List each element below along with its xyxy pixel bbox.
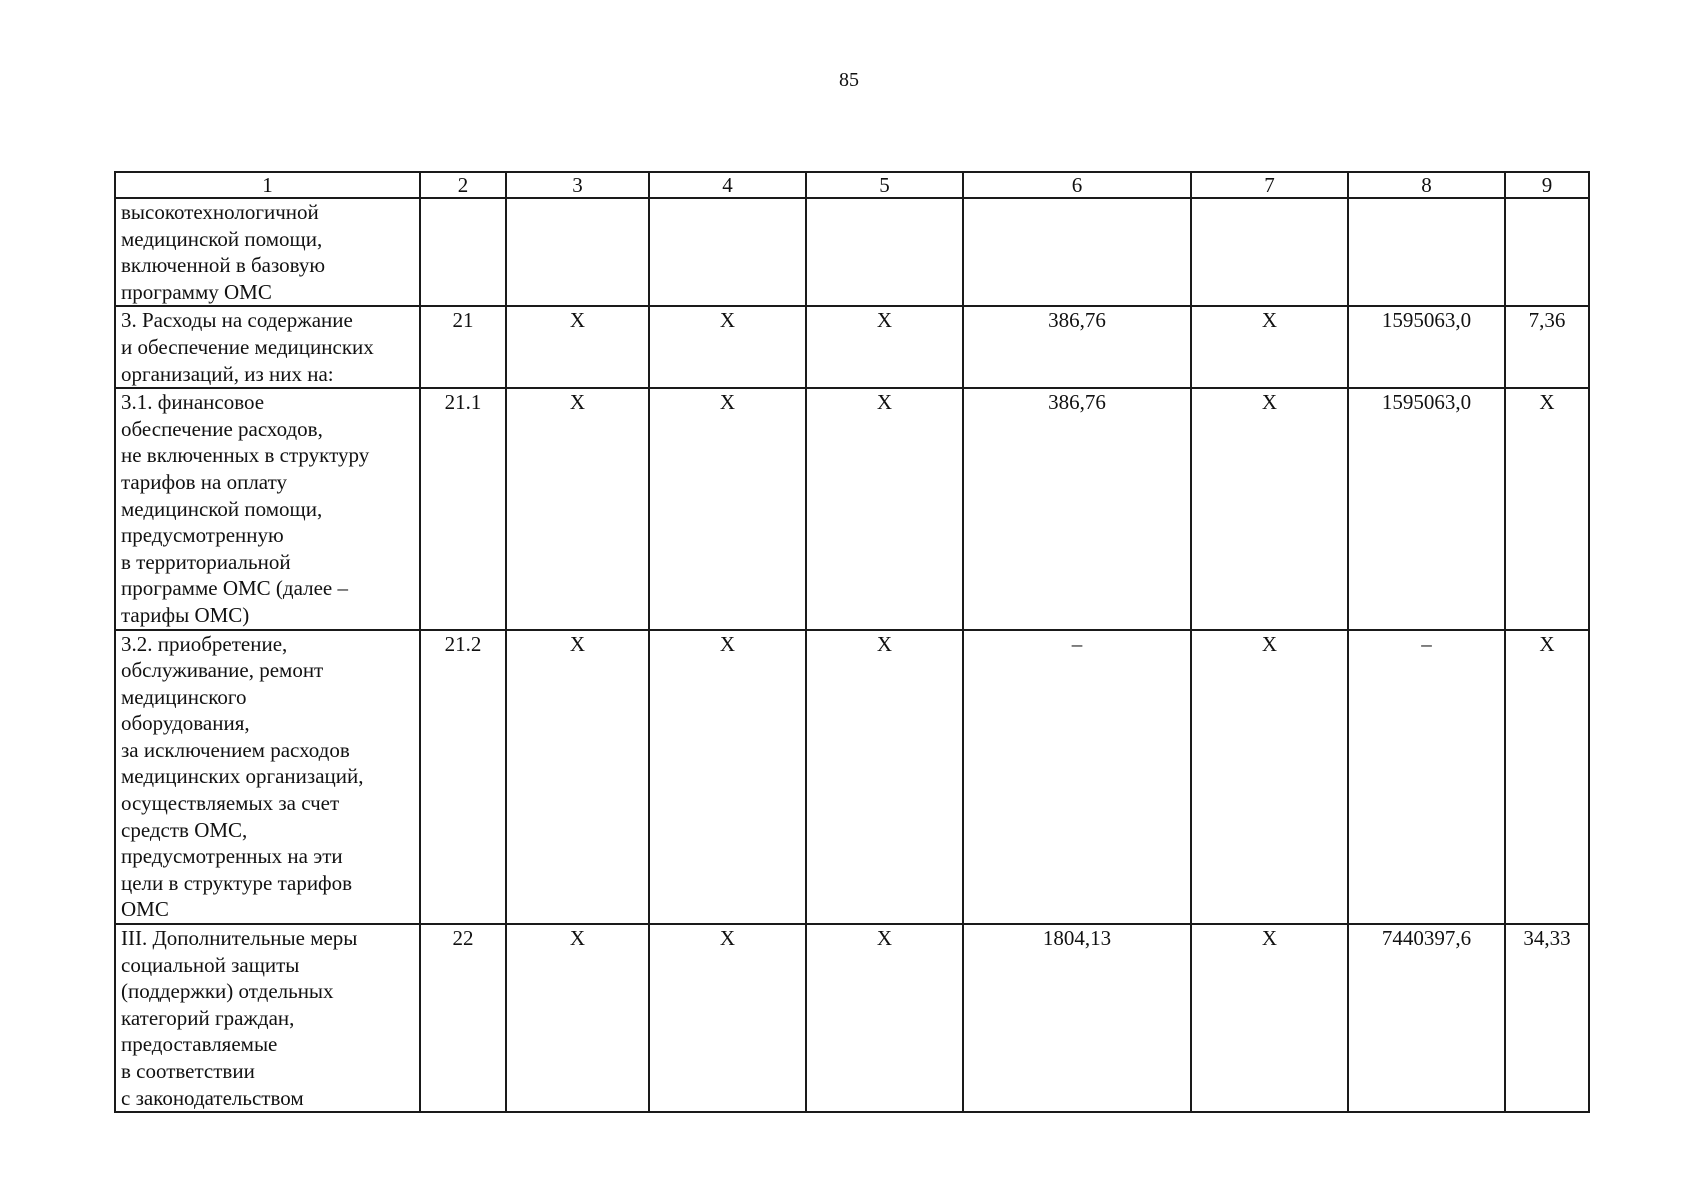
- budget-table: [114, 171, 1590, 1113]
- table-cell: 21: [420, 306, 506, 388]
- table-cell: 21.1: [420, 388, 506, 629]
- table-cell: X: [1191, 924, 1348, 1112]
- table-cell: X: [649, 630, 806, 925]
- row-description: 3. Расходы на содержание и обеспечение медицинских организаций, из них на:: [115, 306, 420, 388]
- table-cell: –: [963, 630, 1191, 925]
- table-cell: [963, 198, 1191, 306]
- table-cell: X: [649, 924, 806, 1112]
- column-header: 5: [806, 172, 963, 198]
- table-cell: X: [806, 306, 963, 388]
- row-description: III. Дополнительные меры социальной защиты (поддержки) отдельных категорий граждан, предоставляемые в соответствии с законодательством: [115, 924, 420, 1112]
- column-header: 3: [506, 172, 649, 198]
- table-cell: X: [506, 924, 649, 1112]
- table-cell: 34,33: [1505, 924, 1589, 1112]
- table-cell: X: [1191, 306, 1348, 388]
- table-cell: X: [1505, 630, 1589, 925]
- table-cell: X: [649, 306, 806, 388]
- table-cell: X: [1191, 630, 1348, 925]
- table-header-row: [115, 172, 1589, 198]
- table-cell: [420, 198, 506, 306]
- row-description: 3.2. приобретение, обслуживание, ремонт медицинского оборудования, за исключением расходов медицинских организаций, осуществляемых за счет средств ОМС, предусмотренных на эти цели в структуре тарифов ОМС: [115, 630, 420, 925]
- table-cell: 386,76: [963, 388, 1191, 629]
- table-row: [115, 306, 1589, 388]
- table-cell: [1505, 198, 1589, 306]
- row-description: 3.1. финансовое обеспечение расходов, не включенных в структуру тарифов на оплату медицинской помощи, предусмотренную в территориальной программе ОМС (далее – тарифы ОМС): [115, 388, 420, 629]
- column-header: 6: [963, 172, 1191, 198]
- table-cell: 386,76: [963, 306, 1191, 388]
- table-cell: 1804,13: [963, 924, 1191, 1112]
- column-header: 8: [1348, 172, 1505, 198]
- table-row: [115, 924, 1589, 1112]
- table-cell: 1595063,0: [1348, 306, 1505, 388]
- table-cell: –: [1348, 630, 1505, 925]
- table-row: [115, 388, 1589, 629]
- table-cell: X: [506, 388, 649, 629]
- table-cell: X: [506, 630, 649, 925]
- table-cell: X: [1505, 388, 1589, 629]
- column-header: 1: [115, 172, 420, 198]
- table-row: [115, 198, 1589, 306]
- table-cell: [806, 198, 963, 306]
- column-header: 9: [1505, 172, 1589, 198]
- table-row: [115, 630, 1589, 925]
- column-header: 4: [649, 172, 806, 198]
- page-number: 85: [839, 69, 859, 91]
- table-cell: X: [806, 388, 963, 629]
- table-cell: 7,36: [1505, 306, 1589, 388]
- table-cell: X: [806, 630, 963, 925]
- row-description: высокотехнологичной медицинской помощи, включенной в базовую программу ОМС: [115, 198, 420, 306]
- table-cell: 22: [420, 924, 506, 1112]
- table-cell: [1191, 198, 1348, 306]
- table-cell: 7440397,6: [1348, 924, 1505, 1112]
- table-cell: X: [506, 306, 649, 388]
- table-cell: 1595063,0: [1348, 388, 1505, 629]
- table-cell: [506, 198, 649, 306]
- table-cell: X: [649, 388, 806, 629]
- column-header: 2: [420, 172, 506, 198]
- table-cell: X: [1191, 388, 1348, 629]
- column-header: 7: [1191, 172, 1348, 198]
- table-cell: 21.2: [420, 630, 506, 925]
- table-cell: X: [806, 924, 963, 1112]
- table-cell: [649, 198, 806, 306]
- table-cell: [1348, 198, 1505, 306]
